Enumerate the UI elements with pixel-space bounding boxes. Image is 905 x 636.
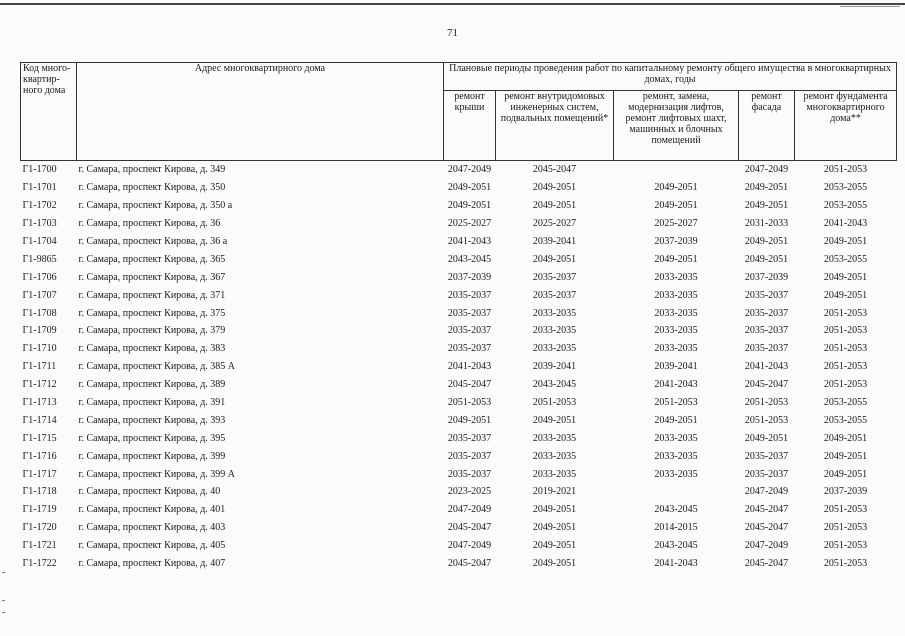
row-facade: 2035-2037 <box>744 343 789 355</box>
row-code: Г1-1718 <box>22 486 57 498</box>
table-row <box>21 286 897 304</box>
row-code: Г1-1703 <box>22 218 57 230</box>
row-roof: 2035-2037 <box>447 468 492 480</box>
row-foundation: 2037-2039 <box>823 486 868 498</box>
row-roof: 2049-2051 <box>447 182 492 194</box>
row-elevators <box>614 161 739 179</box>
row-address: г. Самара, проспект Кирова, д. 350 <box>78 182 226 194</box>
row-facade: 2047-2049 <box>744 540 789 552</box>
row-address: г. Самара, проспект Кирова, д. 379 <box>78 325 226 337</box>
row-code: Г1-1704 <box>22 236 57 247</box>
row-internal-systems: 2033-2035 <box>532 468 577 480</box>
top-rule <box>0 3 905 5</box>
row-elevators: 2037-2039 <box>654 236 698 247</box>
row-elevators: 2041-2043 <box>654 379 698 391</box>
row-internal-systems: 2039-2041 <box>532 361 577 373</box>
row-roof: 2051-2053 <box>447 397 492 409</box>
row-foundation: 2051-2053 <box>823 504 868 516</box>
row-elevators: 2014-2015 <box>654 522 698 534</box>
row-facade: 2041-2043 <box>744 361 789 373</box>
table-row <box>21 429 897 447</box>
row-facade: 2049-2051 <box>744 200 789 212</box>
row-address: г. Самара, проспект Кирова, д. 407 <box>78 558 226 570</box>
header-elevators: ремонт, замена, модернизация лифтов, ремонт лифтовых шахт, машинных и блочных помещений <box>614 91 739 161</box>
row-code: Г1-1710 <box>22 343 57 355</box>
row-code: Г1-9865 <box>22 253 57 265</box>
row-code: Г1-1707 <box>22 289 57 301</box>
row-address: г. Самара, проспект Кирова, д. 389 <box>78 379 226 391</box>
row-address: г. Самара, проспект Кирова, д. 403 <box>78 522 226 534</box>
row-foundation: 2049-2051 <box>823 236 868 247</box>
row-code: Г1-1701 <box>22 182 57 194</box>
table-row <box>21 501 897 519</box>
row-internal-systems: 2049-2051 <box>532 504 577 516</box>
row-code: Г1-1708 <box>22 307 57 319</box>
table-row <box>21 179 897 197</box>
table-header <box>21 63 897 161</box>
row-facade: 2037-2039 <box>744 271 789 283</box>
row-internal-systems: 2033-2035 <box>532 307 577 319</box>
row-foundation: 2051-2053 <box>823 164 868 176</box>
row-elevators: 2043-2045 <box>654 540 698 552</box>
row-address: г. Самара, проспект Кирова, д. 349 <box>78 164 226 176</box>
row-internal-systems: 2049-2051 <box>532 558 577 570</box>
row-address: г. Самара, проспект Кирова, д. 371 <box>78 289 226 301</box>
row-foundation: 2053-2055 <box>823 200 868 212</box>
row-roof: 2035-2037 <box>447 289 492 301</box>
header-periods-group: Плановые периоды проведения работ по капитальному ремонту общего имущества в многоквартирных домах, годы <box>444 63 897 91</box>
row-address: г. Самара, проспект Кирова, д. 36 а <box>78 236 228 247</box>
table-row <box>21 215 897 233</box>
table-row <box>21 161 897 179</box>
row-internal-systems: 2033-2035 <box>532 343 577 355</box>
row-code: Г1-1720 <box>22 522 57 534</box>
row-foundation: 2051-2053 <box>823 540 868 552</box>
row-roof: 2045-2047 <box>447 379 492 391</box>
row-facade: 2049-2051 <box>744 236 789 247</box>
table-row <box>21 197 897 215</box>
row-facade: 2051-2053 <box>744 414 789 426</box>
table-row <box>21 233 897 251</box>
row-foundation: 2051-2053 <box>823 558 868 570</box>
row-address: г. Самара, проспект Кирова, д. 395 <box>78 432 226 444</box>
row-code: Г1-1713 <box>22 397 57 409</box>
table-row <box>21 322 897 340</box>
row-foundation: 2051-2053 <box>823 307 868 319</box>
row-internal-systems: 2033-2035 <box>532 432 577 444</box>
row-facade: 2047-2049 <box>744 164 789 176</box>
row-roof: 2049-2051 <box>447 414 492 426</box>
row-facade: 2031-2033 <box>744 218 789 230</box>
row-roof: 2047-2049 <box>447 540 492 552</box>
row-facade: 2035-2037 <box>744 289 789 301</box>
row-internal-systems: 2019-2021 <box>532 486 577 498</box>
row-code: Г1-1721 <box>22 540 57 552</box>
row-elevators: 2033-2035 <box>654 432 698 444</box>
row-address: г. Самара, проспект Кирова, д. 405 <box>78 540 226 552</box>
row-address: г. Самара, проспект Кирова, д. 385 А <box>78 361 236 373</box>
row-address: г. Самара, проспект Кирова, д. 36 <box>78 218 221 230</box>
row-foundation: 2049-2051 <box>823 271 868 283</box>
header-code: Код много-квартир-ного дома <box>21 63 77 161</box>
row-code: Г1-1717 <box>22 468 57 480</box>
row-roof: 2035-2037 <box>447 307 492 319</box>
table-row <box>21 340 897 358</box>
row-foundation: 2051-2053 <box>823 343 868 355</box>
table-row <box>21 465 897 483</box>
row-facade: 2035-2037 <box>744 450 789 462</box>
row-foundation: 2051-2053 <box>823 522 868 534</box>
row-foundation: 2049-2051 <box>823 432 868 444</box>
row-roof: 2035-2037 <box>447 450 492 462</box>
row-address: г. Самара, проспект Кирова, д. 383 <box>78 343 226 355</box>
row-elevators: 2033-2035 <box>654 343 698 355</box>
table-body <box>21 161 897 573</box>
row-elevators: 2049-2051 <box>654 182 698 194</box>
row-address: г. Самара, проспект Кирова, д. 399 <box>78 450 226 462</box>
row-address: г. Самара, проспект Кирова, д. 375 <box>78 307 226 319</box>
table-row <box>21 555 897 573</box>
row-roof: 2035-2037 <box>447 325 492 337</box>
row-internal-systems: 2035-2037 <box>532 289 577 301</box>
row-address: г. Самара, проспект Кирова, д. 391 <box>78 397 226 409</box>
row-internal-systems: 2033-2035 <box>532 325 577 337</box>
row-roof: 2035-2037 <box>447 343 492 355</box>
row-code: Г1-1700 <box>22 164 57 176</box>
row-elevators: 2033-2035 <box>654 271 698 283</box>
row-elevators: 2049-2051 <box>654 253 698 265</box>
row-roof: 2045-2047 <box>447 522 492 534</box>
row-elevators: 2043-2045 <box>654 504 698 516</box>
row-code: Г1-1715 <box>22 432 57 444</box>
row-internal-systems: 2051-2053 <box>532 397 577 409</box>
row-internal-systems: 2035-2037 <box>532 271 577 283</box>
row-elevators: 2033-2035 <box>654 289 698 301</box>
header-internal-systems: ремонт внутридомовых инженерных систем, подвальных помещений* <box>496 91 614 161</box>
row-facade: 2049-2051 <box>744 432 789 444</box>
row-address: г. Самара, проспект Кирова, д. 393 <box>78 414 226 426</box>
row-elevators: 2049-2051 <box>654 414 698 426</box>
row-internal-systems: 2025-2027 <box>532 218 577 230</box>
table-row <box>21 519 897 537</box>
row-facade: 2047-2049 <box>744 486 789 498</box>
row-foundation: 2053-2055 <box>823 182 868 194</box>
row-internal-systems: 2049-2051 <box>532 253 577 265</box>
row-code: Г1-1706 <box>22 271 57 283</box>
row-internal-systems: 2033-2035 <box>532 450 577 462</box>
row-internal-systems: 2043-2045 <box>532 379 577 391</box>
row-foundation: 2053-2055 <box>823 397 868 409</box>
row-elevators: 2033-2035 <box>654 325 698 337</box>
row-elevators: 2049-2051 <box>654 200 698 212</box>
row-foundation: 2051-2053 <box>823 325 868 337</box>
scan-mark <box>2 572 5 573</box>
table-row <box>21 411 897 429</box>
row-address: г. Самара, проспект Кирова, д. 399 А <box>78 468 236 480</box>
row-foundation: 2049-2051 <box>823 450 868 462</box>
row-facade: 2035-2037 <box>744 325 789 337</box>
row-facade: 2049-2051 <box>744 182 789 194</box>
row-internal-systems: 2045-2047 <box>532 164 577 176</box>
row-internal-systems: 2049-2051 <box>532 414 577 426</box>
row-facade: 2045-2047 <box>744 379 789 391</box>
repair-schedule-table <box>20 62 897 572</box>
row-foundation: 2041-2043 <box>823 218 868 230</box>
header-roof: ремонт крыши <box>444 91 496 161</box>
row-roof: 2025-2027 <box>447 218 492 230</box>
row-facade: 2045-2047 <box>744 504 789 516</box>
row-roof: 2041-2043 <box>447 236 492 247</box>
row-internal-systems: 2049-2051 <box>532 522 577 534</box>
row-elevators: 2033-2035 <box>654 450 698 462</box>
row-roof: 2043-2045 <box>447 253 492 265</box>
table-row <box>21 250 897 268</box>
row-foundation: 2049-2051 <box>823 289 868 301</box>
table-row <box>21 358 897 376</box>
row-foundation: 2051-2053 <box>823 361 868 373</box>
row-roof: 2047-2049 <box>447 504 492 516</box>
row-facade: 2035-2037 <box>744 307 789 319</box>
row-elevators: 2041-2043 <box>654 558 698 570</box>
row-facade: 2051-2053 <box>744 397 789 409</box>
table-row <box>21 447 897 465</box>
row-foundation: 2049-2051 <box>823 468 868 480</box>
row-foundation: 2051-2053 <box>823 379 868 391</box>
header-address: Адрес многоквартирного дома <box>77 63 444 161</box>
row-internal-systems: 2049-2051 <box>532 540 577 552</box>
row-foundation: 2053-2055 <box>823 414 868 426</box>
header-facade: ремонт фасада <box>739 91 795 161</box>
row-internal-systems: 2039-2041 <box>532 236 577 247</box>
row-elevators: 2039-2041 <box>654 361 698 373</box>
row-address: г. Самара, проспект Кирова, д. 367 <box>78 271 226 283</box>
table-row <box>21 376 897 394</box>
table-row <box>21 304 897 322</box>
row-elevators: 2033-2035 <box>654 468 698 480</box>
row-facade: 2049-2051 <box>744 253 789 265</box>
top-rule-fragment <box>840 6 900 7</box>
row-roof: 2041-2043 <box>447 361 492 373</box>
row-internal-systems: 2049-2051 <box>532 182 577 194</box>
row-code: Г1-1712 <box>22 379 57 391</box>
row-code: Г1-1709 <box>22 325 57 337</box>
page-number: 71 <box>447 27 458 39</box>
row-internal-systems: 2049-2051 <box>532 200 577 212</box>
table-row <box>21 537 897 555</box>
row-roof: 2037-2039 <box>447 271 492 283</box>
row-roof: 2023-2025 <box>447 486 492 498</box>
row-code: Г1-1719 <box>22 504 57 516</box>
scan-mark <box>2 612 5 613</box>
row-address: г. Самара, проспект Кирова, д. 40 <box>78 486 221 498</box>
row-roof: 2049-2051 <box>447 200 492 212</box>
scan-mark <box>2 600 5 601</box>
row-code: Г1-1702 <box>22 200 57 212</box>
row-code: Г1-1714 <box>22 414 57 426</box>
row-roof: 2045-2047 <box>447 558 492 570</box>
row-roof: 2047-2049 <box>447 164 492 176</box>
row-roof: 2035-2037 <box>447 432 492 444</box>
row-facade: 2045-2047 <box>744 522 789 534</box>
row-address: г. Самара, проспект Кирова, д. 350 а <box>78 200 233 212</box>
row-facade: 2035-2037 <box>744 468 789 480</box>
row-elevators: 2051-2053 <box>654 397 698 409</box>
row-address: г. Самара, проспект Кирова, д. 401 <box>78 504 226 516</box>
row-code: Г1-1722 <box>22 558 57 570</box>
row-elevators <box>614 483 739 501</box>
header-foundation: ремонт фундамента многоквартирного дома** <box>795 91 897 161</box>
table-row <box>21 268 897 286</box>
row-code: Г1-1716 <box>22 450 57 462</box>
row-foundation: 2053-2055 <box>823 253 868 265</box>
table-row <box>21 394 897 412</box>
row-facade: 2045-2047 <box>744 558 789 570</box>
table-row <box>21 483 897 501</box>
row-address: г. Самара, проспект Кирова, д. 365 <box>78 253 226 265</box>
row-code: Г1-1711 <box>22 361 57 373</box>
row-elevators: 2025-2027 <box>654 218 698 230</box>
row-elevators: 2033-2035 <box>654 307 698 319</box>
